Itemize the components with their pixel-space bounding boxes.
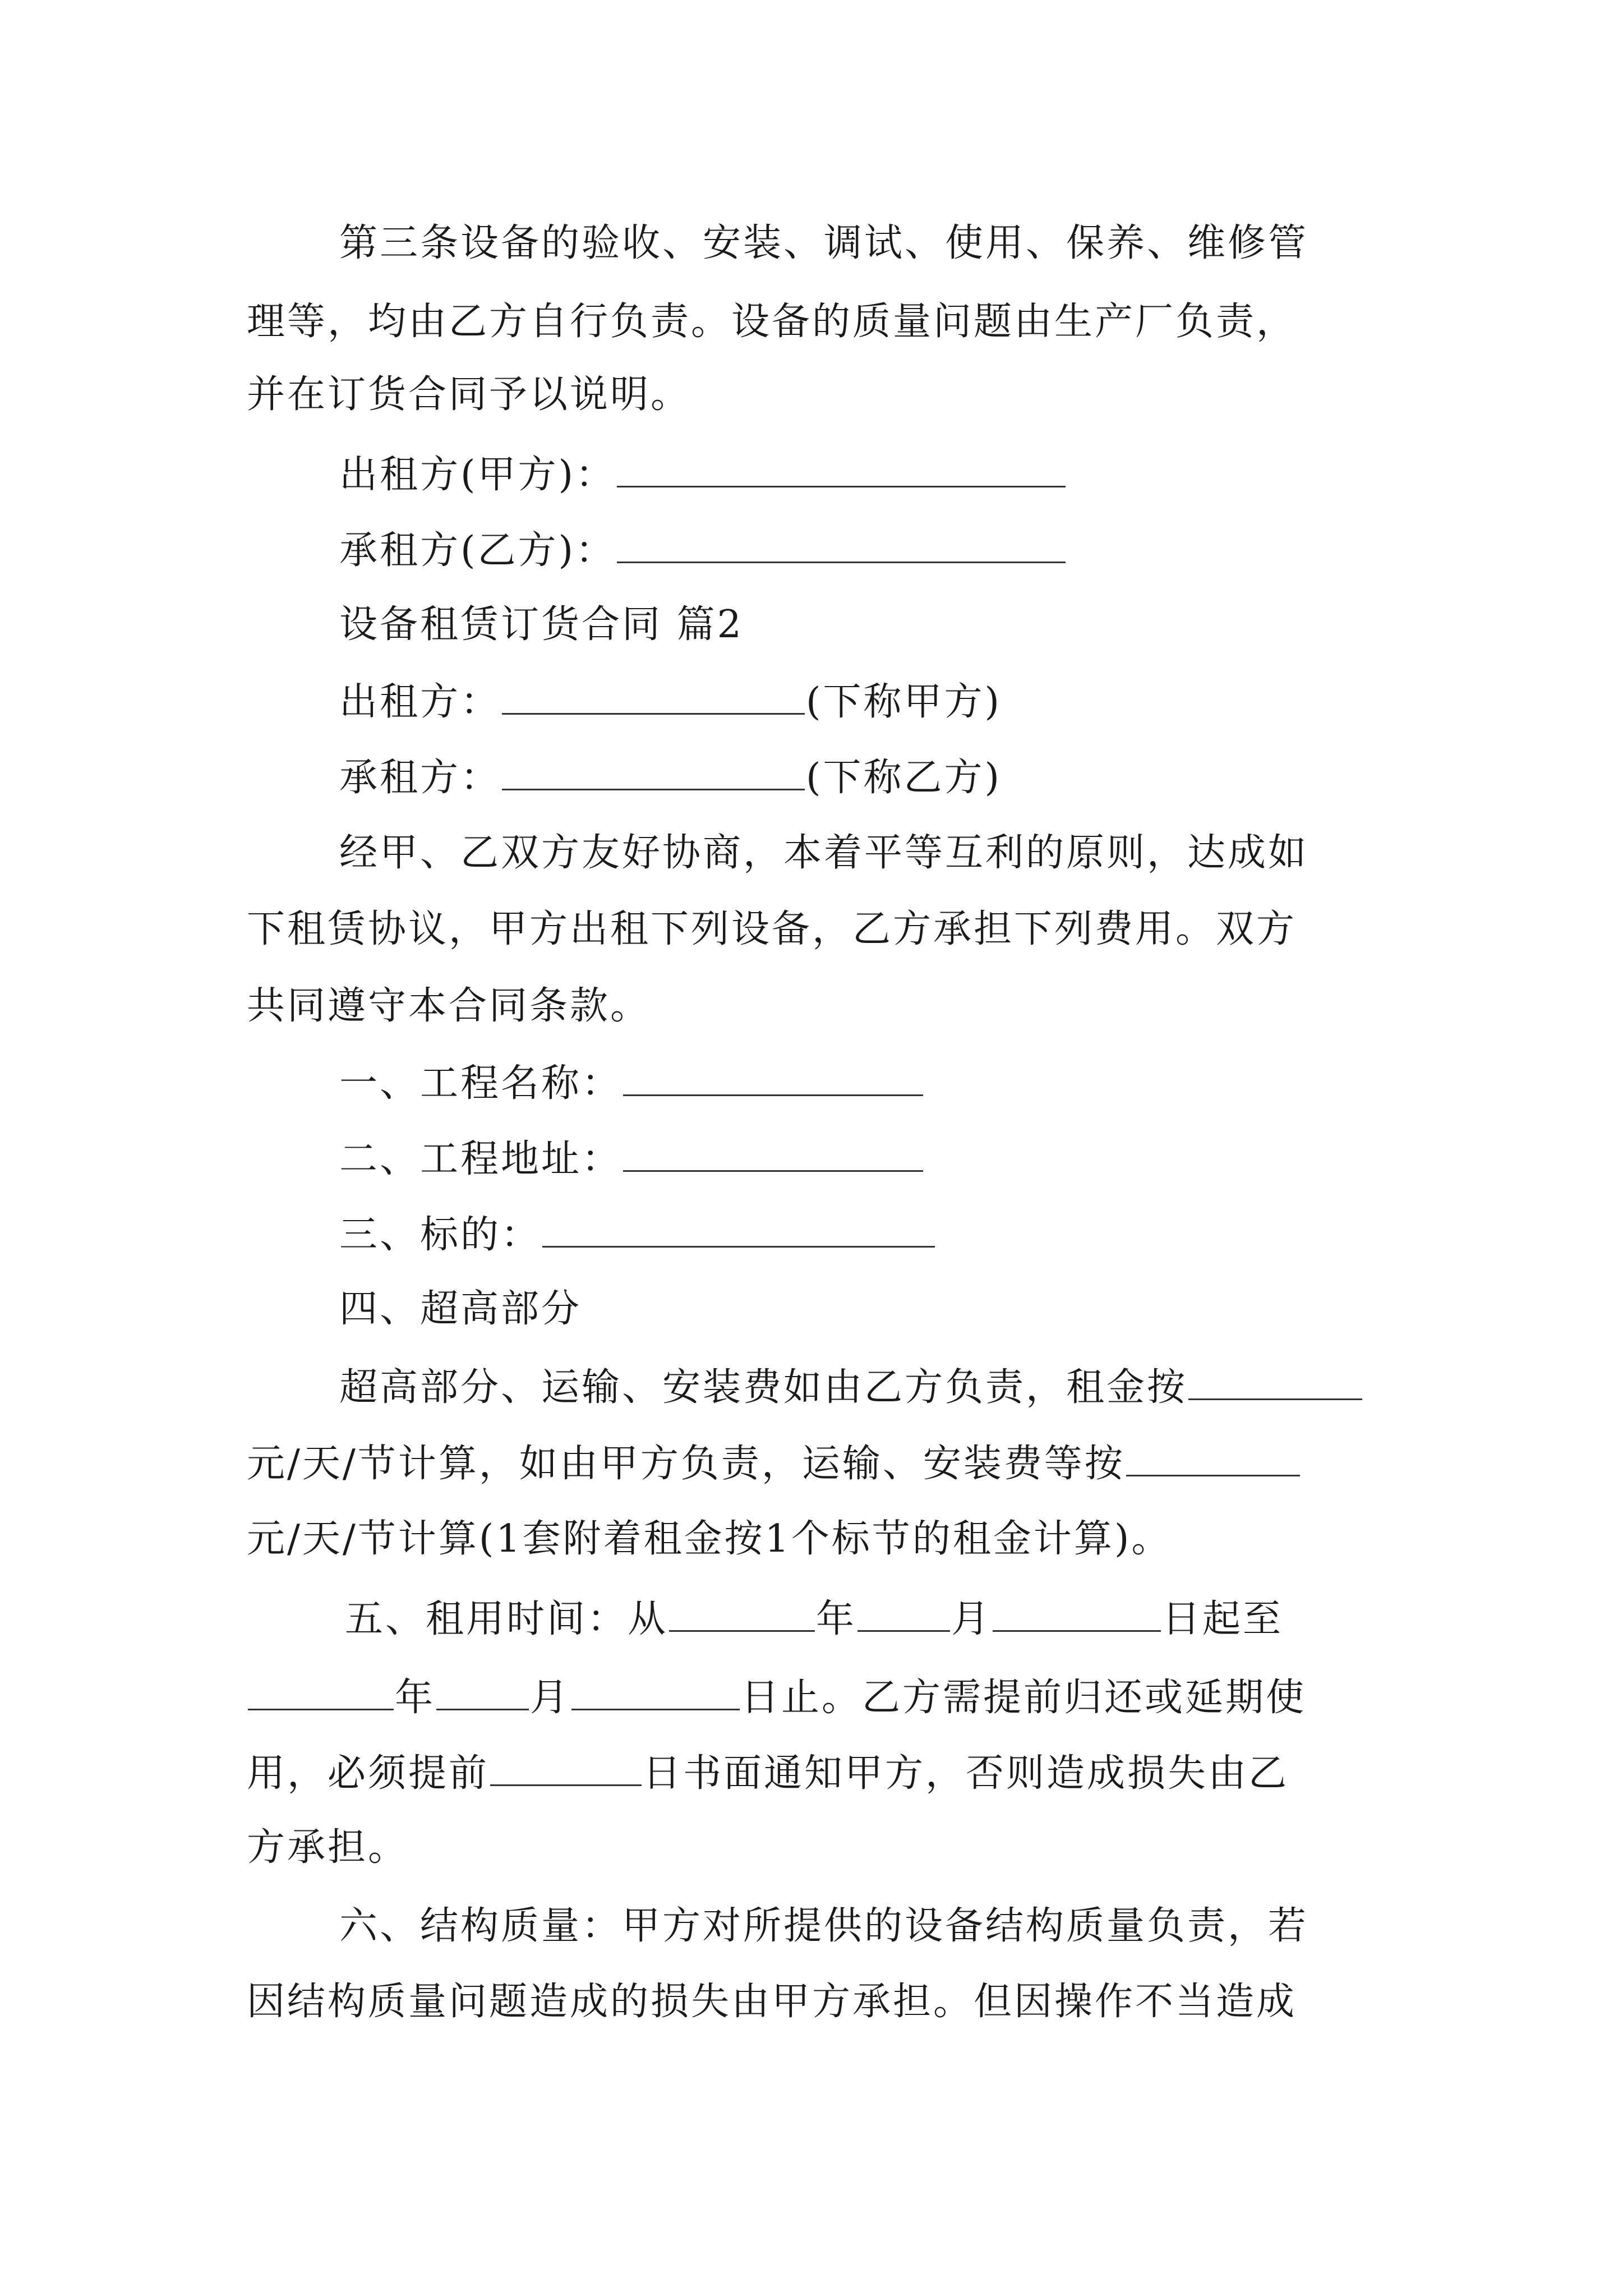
- paragraph-line: 下租赁协议，甲方出租下列设备，乙方承担下列费用。双方: [247, 907, 1297, 951]
- fill-blank[interactable]: [993, 1599, 1161, 1632]
- paragraph-line: 第三条设备的验收、安装、调试、使用、保养、维修管: [339, 221, 1309, 265]
- item-over-height: 四、超高部分: [339, 1287, 582, 1331]
- section-title: 设备租赁订货合同 篇2: [339, 602, 744, 647]
- paragraph-line: 六、结构质量：甲方对所提供的设备结构质量负责，若: [339, 1904, 1309, 1948]
- paragraph-line: 理等，均由乙方自行负责。设备的质量问题由生产厂负责，: [247, 300, 1297, 344]
- fill-blank[interactable]: [436, 1677, 529, 1710]
- fill-blank[interactable]: [617, 454, 1066, 487]
- lessee-line: 承租方： (下称乙方): [339, 756, 1002, 800]
- fill-blank[interactable]: [502, 682, 805, 715]
- paragraph-line: 元/天/节计算(1套附着租金按1个标节的租金计算)。: [247, 1517, 1172, 1561]
- item-project-name: 一、工程名称：: [339, 1063, 924, 1103]
- fill-blank[interactable]: [502, 757, 805, 790]
- lessee-b-line: 承租方(乙方)：: [339, 530, 1067, 570]
- fill-blank[interactable]: [669, 1599, 815, 1632]
- fill-blank[interactable]: [857, 1599, 950, 1632]
- paragraph-line: 方承担。: [247, 1825, 409, 1870]
- fill-blank[interactable]: [248, 1677, 394, 1710]
- fill-blank[interactable]: [1126, 1443, 1300, 1476]
- lessor-line: 出租方： (下称甲方): [339, 680, 1002, 724]
- rental-period-line: 年 月 日止。乙方需提前归还或延期使: [247, 1677, 1306, 1717]
- item-subject: 三、标的：: [339, 1214, 936, 1254]
- rental-period-line: 五、租用时间：从 年 月 日起至: [345, 1597, 1284, 1641]
- item-project-address: 二、工程地址：: [339, 1139, 924, 1179]
- fill-blank[interactable]: [617, 530, 1066, 563]
- paragraph-line: 共同遵守本合同条款。: [247, 984, 651, 1028]
- paragraph-line: 并在订货合同予以说明。: [247, 372, 691, 417]
- paragraph-line: 超高部分、运输、安装费如由乙方负责，租金按: [339, 1367, 1363, 1407]
- fill-blank[interactable]: [623, 1139, 923, 1172]
- paragraph-line: 元/天/节计算，如由甲方负责，运输、安装费等按: [247, 1443, 1301, 1483]
- fill-blank[interactable]: [490, 1753, 642, 1786]
- paragraph-line: 因结构质量问题造成的损失由甲方承担。但因操作不当造成: [247, 1980, 1297, 2024]
- paragraph-line: 经甲、乙双方友好协商，本着平等互利的原则，达成如: [339, 831, 1309, 875]
- fill-blank[interactable]: [1188, 1367, 1362, 1400]
- lessor-a-line: 出租方(甲方)：: [339, 454, 1067, 494]
- fill-blank[interactable]: [542, 1214, 935, 1248]
- paragraph-line: 用，必须提前 日书面通知甲方，否则造成损失由乙: [247, 1751, 1289, 1796]
- fill-blank[interactable]: [571, 1677, 740, 1710]
- fill-blank[interactable]: [623, 1063, 923, 1096]
